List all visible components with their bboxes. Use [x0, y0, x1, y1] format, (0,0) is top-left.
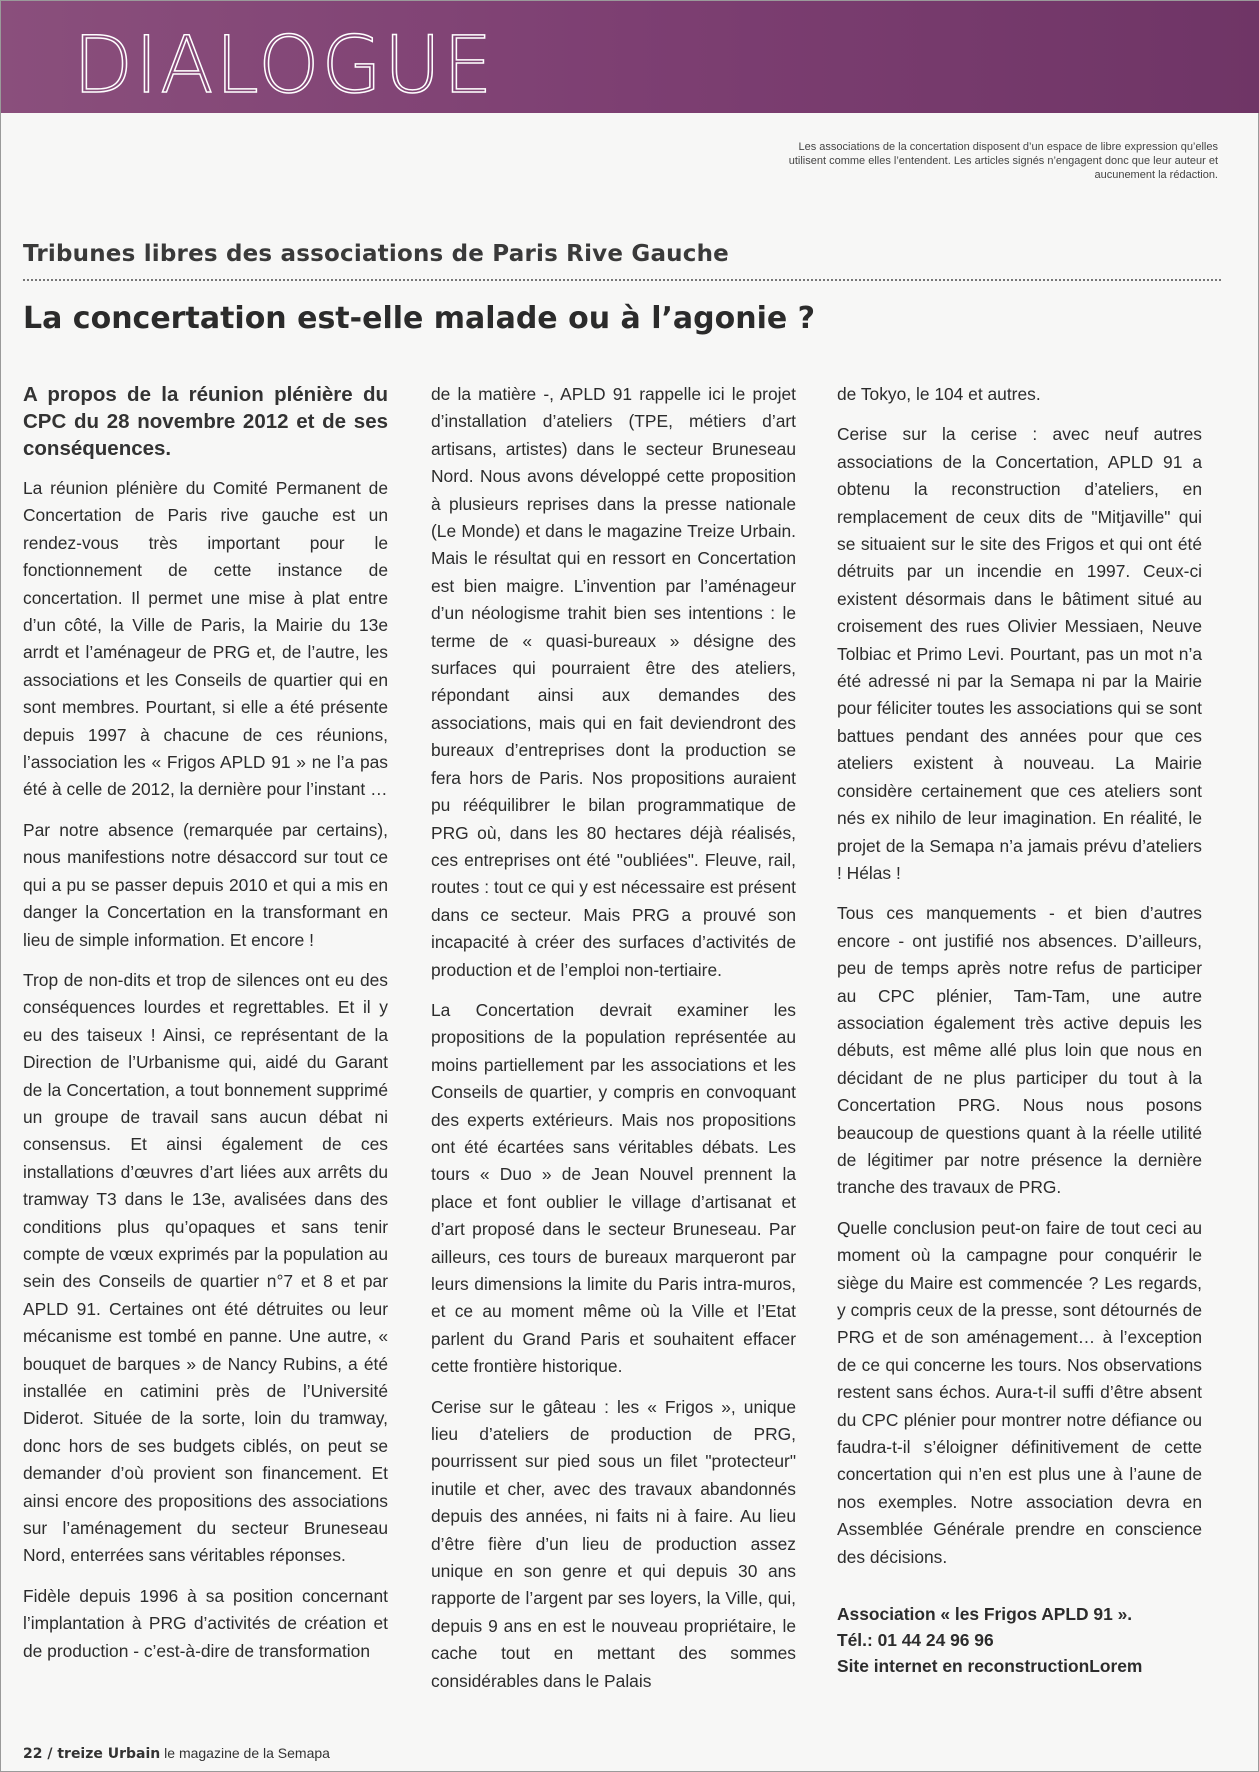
- signature-phone: Tél.: 01 44 24 96 96: [837, 1630, 994, 1651]
- lead-paragraph: A propos de la réunion plénière du CPC du 28 novembre 2012 et de ses conséquences.: [23, 383, 388, 460]
- signature-name: Association « les Frigos APLD 91 ».: [837, 1604, 1133, 1625]
- footer-subtitle: le magazine de la Semapa: [164, 1745, 330, 1761]
- paragraph: Quelle conclusion peut-on faire de tout ceci au moment où la campagne pour conquérir le siège du Maire est commencée ? Les regards, y compris ceux de la presse, sont détournés de PRG et de son aménagement… à l’exception de ce qui concerne les tours. Nos observations restent sans échos. Aura-t-il suffi d’être absent du CPC plénier pour montrer notre défiance ou faudra-t-il s’éloigner définitivement de cette concertation qui n’en est plus une à l’aune de nos exemples. Notre association devra en Assemblée Générale prendre en conscience des décisions.: [837, 1217, 1202, 1567]
- page-footer: [23, 1745, 330, 1762]
- section-title: Tribunes libres des associations de Paris Rive Gauche: [23, 241, 729, 267]
- paragraph: Par notre absence (remarquée par certains), nous manifestions notre désaccord sur tout ce qui a pu se passer depuis 2010 et qui a mis en danger la Concertation en la transformant en lieu de simple information. Et encore !: [23, 819, 388, 950]
- paragraph: Cerise sur la cerise : avec neuf autres associations de la Concertation, APLD 91 a obtenu la reconstruction d’ateliers, en remplacement de ceux dits de "Mitjaville" qui se situaient sur le site des Frigos et qui ont été détruits par un incendie en 1997. Ceux-ci existent désormais dans le bâtiment situé au croisement des rues Olivier Messiaen, Neuve Tolbiac et Primo Levi. Pourtant, pas un mot n’a été adressé ni par la Semapa ni par la Mairie pour féliciter toutes les associations qui se sont battues pendant des années pour que ces ateliers existent à nouveau. La Mairie considère certainement que ces ateliers sont nés ex nihilo de leur imagination. En réalité, le projet de la Semapa n’a jamais prévu d’ateliers ! Hélas !: [837, 424, 1202, 883]
- paragraph: La Concertation devrait examiner les propositions de la population représentée au moins partiellement par les associations et les Conseils de quartier, y compris en convoquant des experts extérieurs. Mais nos propositions ont été écartées sans véritables débats. Les tours « Duo » de Jean Nouvel prennent la place et font oublier le village d’artisanat et d’art proposé dans le secteur Bruneseau. Par ailleurs, ces tours de bureaux marqueront par leurs dimensions la limite du Paris intra-muros, et ce au moment même où la Ville et l’Etat parlent du Grand Paris et souhaitent effacer cette frontière historique.: [431, 999, 796, 1377]
- banner-title: DIALOGUE: [73, 21, 495, 111]
- footer-page-number: 22 / treize Urbain: [23, 1746, 161, 1762]
- paragraph: de Tokyo, le 104 et autres.: [837, 384, 1041, 404]
- paragraph: Cerise sur le gâteau : les « Frigos », unique lieu d’ateliers de production de PRG, pourrissent sur pied sous un filet "protecteur" inutile et cher, avec des travaux abandonnés depuis des années, ni faits ni à faire. Au lieu d’être fière d’un lieu de production assez unique en son genre et qui depuis 30 ans rapporte de l’argent par ses loyers, la Ville, qui, depuis 9 ans en est le nouveau propriétaire, le cache tout en mettant des sommes considérables dans le Palais: [431, 1396, 796, 1691]
- signature-website: Site internet en reconstructionLorem: [837, 1656, 1143, 1677]
- header-banner: [1, 1, 1259, 113]
- paragraph: La réunion plénière du Comité Permanent de Concertation de Paris rive gauche est un rendez-vous très important pour le fonctionnement de cette instance de concertation. Il permet une mise à plat entre d’un côté, la Ville de Paris, la Mairie du 13e arrdt et l’aménageur de PRG et, de l’autre, les associations et les Conseils de quartier qui en sont membres. Pourtant, si elle a été présente depuis 1997 à chacune de ces réunions, l’association les « Frigos APLD 91 » ne l’a pas été à celle de 2012, la dernière pour l’instant …: [23, 478, 388, 800]
- paragraph: Trop de non-dits et trop de silences ont eu des conséquences lourdes et regrettables. Et il y eu des taiseux ! Ainsi, ce représentant de la Direction de l’Urbanisme qui, aidé du Garant de la Concertation, a tout bonnement supprimé un groupe de travail sans aucun débat ni consensus. Et ainsi également de ces installations d’œuvres d’art liées aux arrêts du tramway T3 dans le 13e, avalisées dans des conditions plus qu’opaques et sans tenir compte de vœux exprimés par la population au sein des Conseils de quartier n°7 et 8 et par APLD 91. Certaines ont été détruites ou leur mécanisme est tombé en panne. Une autre, « bouquet de barques » de Nancy Rubins, a été installée en catimini près de l’Université Diderot. Située de la sorte, loin du tramway, donc hors de ses budgets ciblés, on peut se demander d’où provient son financement. Et ainsi encore des propositions des associations sur l’aménagement du secteur Bruneseau Nord, enterrées sans véritables réponses.: [23, 969, 388, 1566]
- column-1: [23, 381, 388, 1678]
- signature-block: [837, 1601, 1202, 1679]
- disclaimer-text: Les associations de la concertation disposent d’un espace de libre expression qu’elles utilisent comme elles l’entendent. Les articles signés n’engagent donc que leur auteur et aucunement la rédaction.: [788, 141, 1218, 181]
- column-2: [431, 381, 796, 1708]
- column-3: [837, 381, 1202, 1679]
- article-headline: La concertation est-elle malade ou à l’agonie ?: [23, 301, 816, 336]
- paragraph: Fidèle depuis 1996 à sa position concernant l’implantation à PRG d’activités de création et de production - c’est-à-dire de transformation: [23, 1585, 388, 1661]
- paragraph: de la matière -, APLD 91 rappelle ici le projet d’installation d’ateliers (TPE, métiers d’art artisans, artistes) dans le secteur Bruneseau Nord. Nous avons développé cette proposition à plusieurs reprises dans la presse nationale (Le Monde) et dans le magazine Treize Urbain. Mais le résultat qui en ressort en Concertation est bien maigre. L’invention par l’aménageur d’un néologisme trahit bien ses intentions : le terme de « quasi-bureaux » désigne des surfaces qui pourraient être des ateliers, répondant ainsi aux demandes des associations, mais qui en fait deviendront des bureaux d’entreprises dont la production se fera hors de Paris. Nos propositions auraient pu rééquilibrer le bilan programmatique de PRG où, dans les 80 hectares déjà réalisés, ces entreprises ont été "oubliées". Fleuve, rail, routes : tout ce qui y est nécessaire est présent dans ce secteur. Mais PRG a prouvé son incapacité à créer des surfaces d’activités de production et de l’emploi non-tertiaire.: [431, 384, 796, 980]
- paragraph: Tous ces manquements - et bien d’autres encore - ont justifié nos absences. D’ailleurs, peu de temps après notre refus de participer au CPC plénier, Tam-Tam, une autre association également très active depuis les débuts, est même allé plus loin que nous en décidant de ne plus participer du tout à la Concertation PRG. Nous nous posons beaucoup de questions quant à la réelle utilité de légitimer par notre présence la dernière tranche des travaux de PRG.: [837, 903, 1202, 1198]
- dotted-divider: [23, 279, 1221, 281]
